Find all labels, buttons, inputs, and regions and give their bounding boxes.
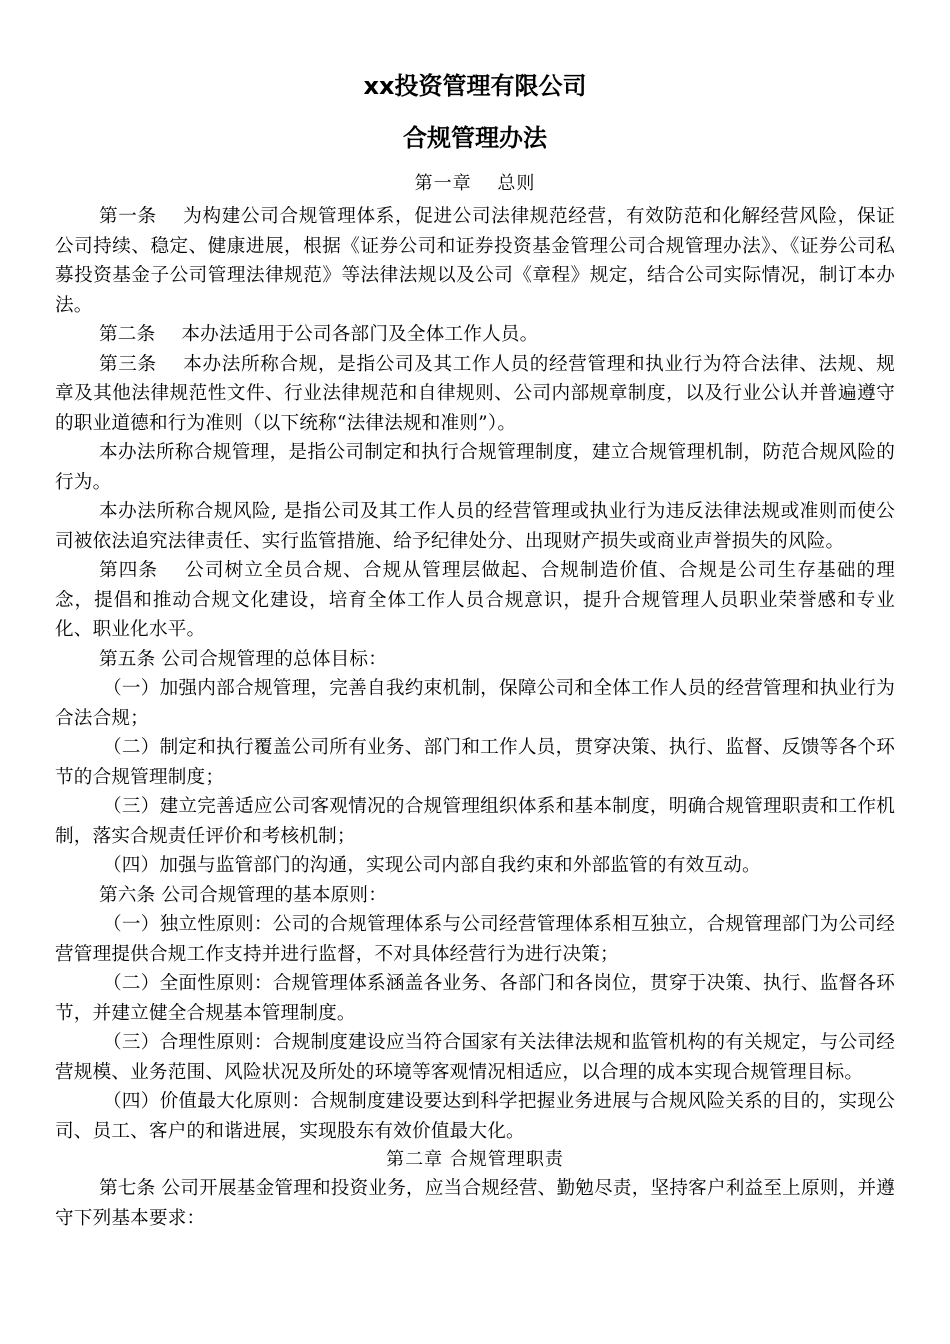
- company-title: xx投资管理有限公司: [363, 72, 587, 100]
- article-label: 第一条: [99, 206, 157, 227]
- article-1: [55, 202, 895, 320]
- article-2: [55, 320, 895, 350]
- chapter-heading-1: 第一章 总则: [414, 173, 536, 194]
- article-6-item-1: （一）独立性原则：公司的合规管理体系与公司经营管理体系相互独立，合规管理部门为公司经营管理提供合规工作支持并进行监督，不对具体经营行为进行决策；: [55, 914, 895, 965]
- article-7: 第七条 公司开展基金管理和投资业务，应当合规经营、勤勉尽责，坚持客户利益至上原则，并遵守下列基本要求：: [55, 1178, 895, 1229]
- article-label: 第二条: [99, 324, 156, 345]
- article-5-item-4: （四）加强与监管部门的沟通，实现公司内部自我约束和外部监管的有效互动。: [103, 855, 761, 876]
- article-3-paragraph-3: 本办法所称合规风险, 是指公司及其工作人员的经营管理或执业行为违反法律法规或准则而使公司被依法追究法律责任、实行监管措施、给予纪律处分、出现财产损失或商业声誉损失的风险。: [55, 501, 895, 552]
- document-title: 合规管理办法: [403, 124, 547, 152]
- article-5: 第五条 公司合规管理的总体目标：: [99, 648, 388, 670]
- article-5-item-1: （一）加强内部合规管理，完善自我约束机制，保障公司和全体工作人员的经营管理和执业行为合法合规；: [55, 678, 895, 729]
- article-6-item-2: （二）全面性原则：合规管理体系涵盖各业务、各部门和各岗位，贯穿于决策、执行、监督各环节，并建立健全合规基本管理制度。: [55, 973, 895, 1024]
- article-text: 本办法适用于公司各部门及全体工作人员。: [181, 324, 539, 345]
- article-label: 第三条: [99, 353, 157, 375]
- article-4: [55, 556, 895, 645]
- article-text: 公司树立全员合规、合规从管理层做起、合规制造价值、合规是公司生存基础的理念，提倡和推动合规文化建设，培育全体工作人员合规意识，提升合规管理人员职业荣誉感和专业化、职业化水平。: [55, 560, 895, 640]
- article-3-paragraph-2: 本办法所称合规管理，是指公司制定和执行合规管理制度，建立合规管理机制，防范合规风险的行为。: [55, 442, 895, 493]
- article-6: 第六条 公司合规管理的基本原则：: [99, 884, 388, 906]
- article-5-item-2: （二）制定和执行覆盖公司所有业务、部门和工作人员，贯穿决策、执行、监督、反馈等各个环节的合规管理制度；: [55, 737, 895, 788]
- article-5-item-3: （三）建立完善适应公司客观情况的合规管理组织体系和基本制度，明确合规管理职责和工作机制，落实合规责任评价和考核机制；: [55, 796, 895, 847]
- article-6-item-4: （四）价值最大化原则：合规制度建设要达到科学把握业务进展与合规风险关系的目的，实现公司、员工、客户的和谐进展，实现股东有效价值最大化。: [55, 1091, 895, 1142]
- article-label: 第四条: [99, 560, 159, 581]
- article-text: 本办法所称合规，是指公司及其工作人员的经营管理和执业行为符合法律、法规、规章及其他法律规范性文件、行业法律规范和自律规则、公司内部规章制度，以及行业公认并普遍遵守的职业道德和行为准则（以下统称“法律法规和准则”）。: [55, 353, 895, 434]
- article-text: 为构建公司合规管理体系，促进公司法律规范经营，有效防范和化解经营风险，保证公司持续、稳定、健康进展，根据《证券公司和证券投资基金管理公司合规管理办法》、《证券公司私募投资基金子公司管理法律规范》等法律法规以及公司《章程》规定，结合公司实际情况，制订本办法。: [55, 206, 895, 316]
- article-6-item-3: （三）合理性原则：合规制度建设应当符合国家有关法律法规和监管机构的有关规定，与公司经营规模、业务范围、风险状况及所处的环境等客观情况相适应，以合理的成本实现合规管理目标。: [55, 1032, 895, 1083]
- article-3: [55, 350, 895, 439]
- chapter-heading-2: 第二章 合规管理职责: [386, 1149, 564, 1170]
